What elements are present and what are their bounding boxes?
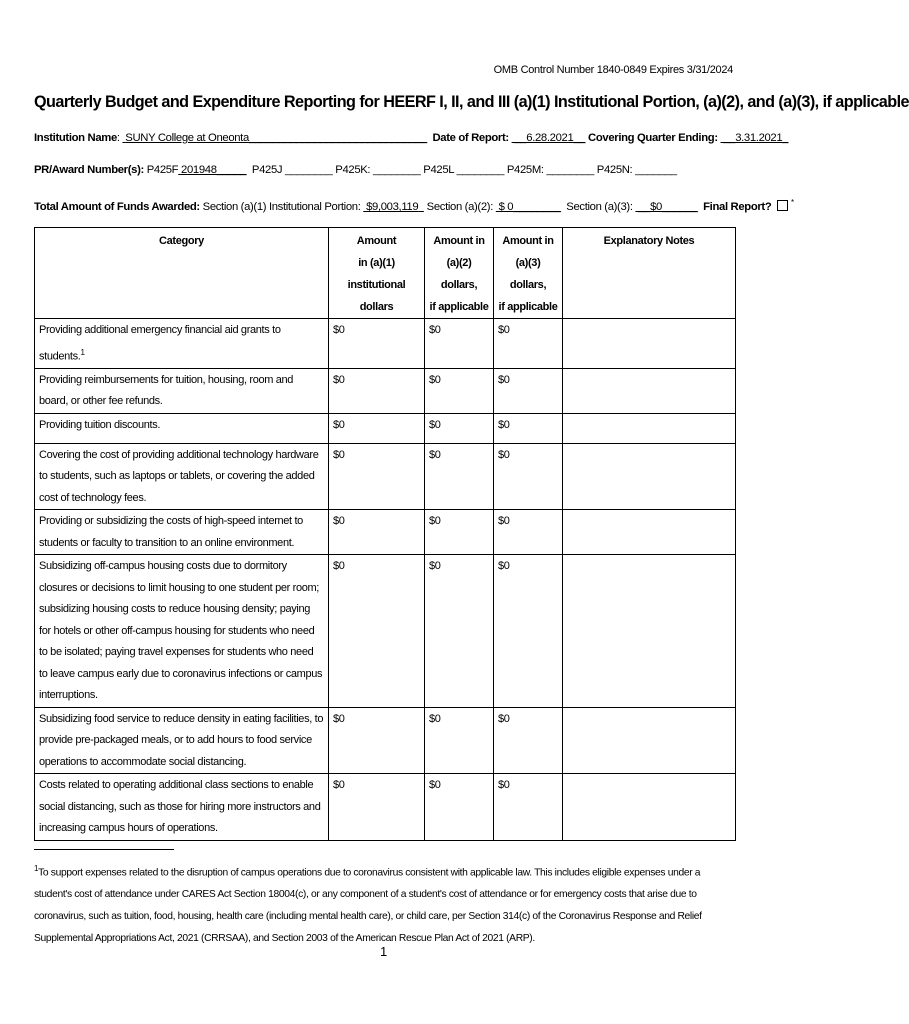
quarter-value[interactable]: __3.31.2021_ bbox=[720, 132, 789, 144]
a2-amount-cell[interactable]: $0 bbox=[425, 707, 494, 774]
a2-amount-cell[interactable]: $0 bbox=[425, 413, 494, 443]
table-row bbox=[35, 319, 736, 369]
total-label: Total Amount of Funds Awarded: bbox=[34, 200, 200, 213]
footnote-ref[interactable]: 1 bbox=[80, 347, 85, 357]
a2-label: Section (a)(2): bbox=[426, 200, 493, 213]
omb-control-number: OMB Control Number 1840-0849 Expires 3/31/2024 bbox=[493, 64, 733, 76]
a2-amount-cell[interactable]: $0 bbox=[425, 774, 494, 841]
notes-cell[interactable] bbox=[563, 368, 736, 413]
header-a3: Amount in (a)(3) dollars, if applicable bbox=[494, 228, 563, 319]
notes-cell[interactable] bbox=[563, 413, 736, 443]
a1-amount-cell[interactable]: $0 bbox=[329, 319, 425, 369]
notes-cell[interactable] bbox=[563, 555, 736, 708]
table-row bbox=[35, 413, 736, 443]
page-title: Quarterly Budget and Expenditure Reporting for HEERF I, II, and III (a)(1) Institutional Portion, (a)(2), and (a)(3), if applicable bbox=[34, 93, 909, 111]
category-cell bbox=[35, 707, 329, 774]
a1-amount-cell[interactable]: $0 bbox=[329, 774, 425, 841]
table-row bbox=[35, 443, 736, 510]
a1-amount-cell[interactable]: $0 bbox=[329, 510, 425, 555]
category-cell bbox=[35, 774, 329, 841]
p425n-value[interactable]: _______ bbox=[635, 164, 677, 176]
a2-amount-cell[interactable]: $0 bbox=[425, 510, 494, 555]
a3-amount-cell[interactable]: $0 bbox=[494, 443, 563, 510]
award-label: PR/Award Number(s): bbox=[34, 164, 144, 176]
p425k-label: P425K: bbox=[335, 164, 371, 176]
notes-cell[interactable] bbox=[563, 707, 736, 774]
p425l-label: P425L bbox=[423, 164, 454, 176]
a3-amount-cell[interactable]: $0 bbox=[494, 368, 563, 413]
category-cell bbox=[35, 319, 329, 369]
a3-amount-cell[interactable]: $0 bbox=[494, 319, 563, 369]
header-a1: Amount in (a)(1) institutional dollars bbox=[329, 228, 425, 319]
category-cell bbox=[35, 368, 329, 413]
category-text: Providing reimbursements for tuition, housing, room and board, or other fee refunds. bbox=[39, 373, 294, 408]
final-report-mark: * bbox=[790, 198, 794, 207]
notes-cell[interactable] bbox=[563, 774, 736, 841]
category-text: Providing or subsidizing the costs of high-speed internet to students or faculty to transition to an online environment. bbox=[39, 515, 303, 549]
budget-table bbox=[34, 227, 736, 841]
p425f-label: P425F bbox=[146, 164, 179, 176]
a1-amount-cell[interactable]: $0 bbox=[329, 443, 425, 510]
page-number: 1 bbox=[380, 944, 388, 959]
table-header-row bbox=[35, 228, 736, 319]
total-funds-row bbox=[34, 198, 794, 213]
quarter-label: Covering Quarter Ending: bbox=[588, 132, 718, 144]
table-row bbox=[35, 555, 736, 708]
notes-cell[interactable] bbox=[563, 319, 736, 369]
a2-amount-cell[interactable]: $0 bbox=[425, 555, 494, 708]
category-cell bbox=[35, 413, 329, 443]
p425j-label: P425J bbox=[251, 164, 283, 176]
date-label: Date of Report: bbox=[432, 132, 509, 144]
a3-amount-cell[interactable]: $0 bbox=[494, 555, 563, 708]
a3-label: Section (a)(3): bbox=[566, 200, 633, 213]
institution-value[interactable]: SUNY College at Oneonta______________________________ bbox=[125, 132, 427, 144]
header-notes: Explanatory Notes bbox=[563, 228, 736, 319]
p425l-value[interactable]: ________ bbox=[456, 164, 505, 176]
institution-row: Institution Name: SUNY College at Oneonta______________________________ Date of Report: __6.28.2021__ Covering Quarter Ending: __3.31.2021_ bbox=[34, 132, 789, 144]
a3-amount-cell[interactable]: $0 bbox=[494, 413, 563, 443]
a2-value[interactable]: $ 0________ bbox=[498, 200, 561, 213]
notes-cell[interactable] bbox=[563, 443, 736, 510]
p425n-label: P425N: bbox=[596, 164, 633, 176]
category-cell bbox=[35, 510, 329, 555]
p425j-value[interactable]: ________ bbox=[285, 164, 333, 176]
a1-amount-cell[interactable]: $0 bbox=[329, 707, 425, 774]
table-row bbox=[35, 774, 736, 841]
category-text: Subsidizing food service to reduce density in eating facilities, to provide pre-packaged meals, or to add hours to food service operations to accommodate social distancing. bbox=[39, 712, 324, 768]
award-row bbox=[34, 164, 677, 176]
a1-amount-cell[interactable]: $0 bbox=[329, 555, 425, 708]
a3-value[interactable]: __$0______ bbox=[635, 200, 698, 213]
p425m-label: P425M: bbox=[506, 164, 544, 176]
footnote-text: To support expenses related to the disruption of campus operations due to coronavirus consistent with applicable law. This includes eligible expenses under a student's cost of attendance under CARES Act Section 18004(c), or any component of a student's cost of attendance or for emergency costs that arise due to coronavirus, such as tuition, food, housing, health care (including mental health care), or child care, per Section 314(c) of the Coronavirus Response and Relief Supplemental Appropriations Act, 2021 (CRRSAA), and Section 2003 of the American Rescue Plan Act of 2021 (ARP). bbox=[34, 867, 702, 945]
notes-cell[interactable] bbox=[563, 510, 736, 555]
category-text: Costs related to operating additional class sections to enable social distancing, such as those for hiring more instructors and increasing campus hours of operations. bbox=[39, 779, 321, 835]
category-text: Subsidizing off-campus housing costs due to dormitory closures or decisions to limit housing to one student per room; subsidizing housing costs to reduce housing density; paying for hotels or other off-campus housing for students who need to be isolated; paying travel expenses for students who need to leave campus early due to coronavirus infections or campus interruptions. bbox=[39, 560, 323, 702]
footnote-mark: 1 bbox=[34, 864, 39, 873]
table-row bbox=[35, 510, 736, 555]
category-text: Providing additional emergency financial aid grants to students. bbox=[39, 324, 281, 363]
date-value[interactable]: __6.28.2021__ bbox=[511, 132, 586, 144]
a2-amount-cell[interactable]: $0 bbox=[425, 368, 494, 413]
table-row bbox=[35, 707, 736, 774]
a2-amount-cell[interactable]: $0 bbox=[425, 319, 494, 369]
header-category: Category bbox=[35, 228, 329, 319]
category-cell bbox=[35, 555, 329, 708]
p425f-value[interactable]: 201948_____ bbox=[181, 164, 247, 176]
a1-amount-cell[interactable]: $0 bbox=[329, 413, 425, 443]
a1-amount-cell[interactable]: $0 bbox=[329, 368, 425, 413]
p425m-value[interactable]: ________ bbox=[546, 164, 594, 176]
a1-label: Section (a)(1) Institutional Portion: bbox=[202, 200, 361, 213]
category-text: Covering the cost of providing additional technology hardware to students, such as laptops or tablets, or covering the added cost of technology fees. bbox=[39, 448, 319, 504]
category-text: Providing tuition discounts. bbox=[39, 418, 161, 431]
header-a2: Amount in (a)(2) dollars, if applicable bbox=[425, 228, 494, 319]
final-report-label: Final Report? bbox=[703, 200, 772, 213]
a2-amount-cell[interactable]: $0 bbox=[425, 443, 494, 510]
footnote-divider bbox=[34, 849, 174, 850]
category-cell bbox=[35, 443, 329, 510]
institution-label: Institution Name bbox=[34, 132, 117, 144]
p425k-value[interactable]: ________ bbox=[373, 164, 421, 176]
a3-amount-cell[interactable]: $0 bbox=[494, 774, 563, 841]
a3-amount-cell[interactable]: $0 bbox=[494, 707, 563, 774]
table-row bbox=[35, 368, 736, 413]
final-report-checkbox[interactable] bbox=[777, 200, 788, 211]
a3-amount-cell[interactable]: $0 bbox=[494, 510, 563, 555]
a1-value[interactable]: $9,003,119 bbox=[366, 200, 419, 213]
footnote bbox=[34, 858, 736, 950]
